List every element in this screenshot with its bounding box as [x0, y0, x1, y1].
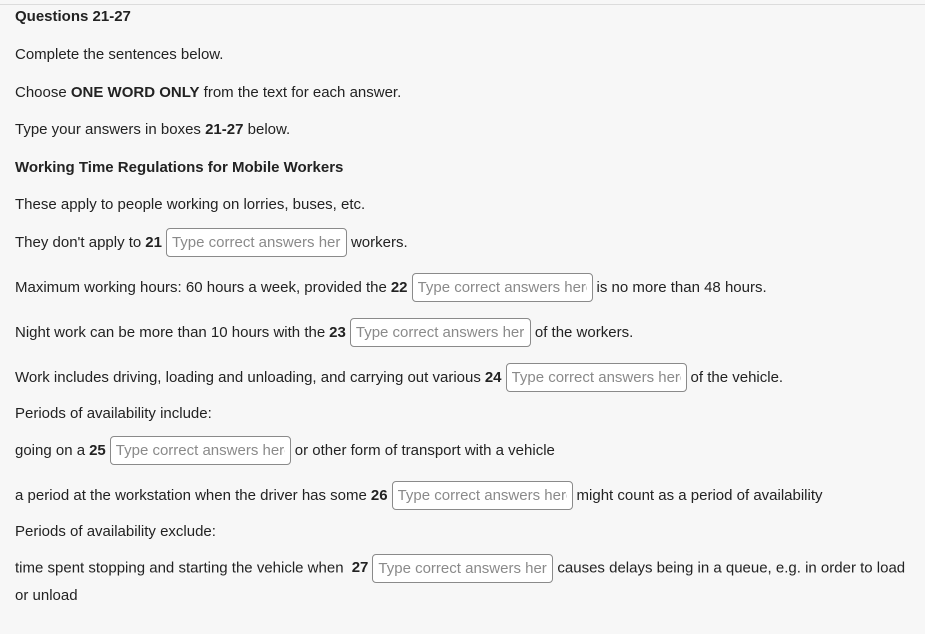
- question-row-24: [15, 363, 920, 392]
- question-text-before: Work includes driving, loading and unloading, and carrying out various: [15, 368, 481, 386]
- instruction-emphasis: ONE WORD ONLY: [70, 84, 200, 101]
- question-number: 26: [370, 486, 388, 504]
- instruction-text: Choose: [15, 84, 71, 101]
- passage-intro: These apply to people working on lorries, buses, etc.: [15, 196, 366, 213]
- question-text-before: going on a: [15, 441, 86, 459]
- answer-input-25[interactable]: [110, 436, 291, 465]
- instruction-complete: Complete the sentences below.: [15, 46, 224, 63]
- answer-input-24[interactable]: [506, 363, 687, 392]
- question-row-21: [15, 228, 920, 257]
- top-divider: [0, 4, 925, 5]
- question-text-after: of the workers.: [534, 323, 634, 341]
- question-text-after: or other form of transport with a vehicle: [294, 441, 555, 459]
- passage-title: Working Time Regulations for Mobile Workers: [15, 159, 344, 176]
- answer-input-27[interactable]: [372, 554, 553, 583]
- question-number: 23: [329, 323, 346, 341]
- instruction-text: from the text for each answer.: [199, 84, 402, 101]
- instruction-text: below.: [243, 121, 291, 138]
- instruction-word-limit: [15, 83, 920, 103]
- answer-input-26[interactable]: [392, 481, 573, 510]
- section-title: Questions 21-27: [15, 8, 131, 25]
- instruction-emphasis: 21-27: [205, 121, 244, 138]
- question-number: 24: [484, 368, 502, 386]
- answer-input-21[interactable]: [166, 228, 347, 257]
- question-number: 25: [89, 441, 106, 459]
- availability-include-heading: Periods of availability include:: [15, 405, 212, 422]
- question-text-before: Night work can be more than 10 hours with the: [15, 323, 326, 341]
- answer-input-22[interactable]: [412, 273, 593, 302]
- question-number: 27: [351, 559, 369, 577]
- question-text-before: a period at the workstation when the driver has some: [15, 486, 367, 504]
- question-row-25: [15, 436, 920, 465]
- question-number: 21: [145, 233, 162, 251]
- answer-input-23[interactable]: [350, 318, 531, 347]
- question-text-after: might count as a period of availability: [576, 486, 823, 504]
- question-text-before: They don't apply to: [15, 233, 142, 251]
- question-number: 22: [390, 278, 408, 296]
- question-text-after: causes delays being in a queue, e.g. in order to load or unload: [15, 559, 906, 604]
- instruction-text: Type your answers in boxes: [15, 121, 206, 138]
- question-row-27: [15, 554, 920, 609]
- question-text-before: time spent stopping and starting the vehicle when: [15, 559, 344, 577]
- instruction-boxes: [15, 120, 920, 140]
- question-text-after: workers.: [350, 233, 408, 251]
- question-text-before: Maximum working hours: 60 hours a week, provided the: [15, 278, 387, 296]
- question-row-26: [15, 481, 920, 510]
- question-text-after: is no more than 48 hours.: [596, 278, 767, 296]
- question-panel: [15, 8, 920, 609]
- question-row-23: [15, 318, 920, 347]
- question-text-after: of the vehicle.: [690, 368, 784, 386]
- question-row-22: [15, 273, 920, 302]
- availability-exclude-heading: Periods of availability exclude:: [15, 523, 216, 540]
